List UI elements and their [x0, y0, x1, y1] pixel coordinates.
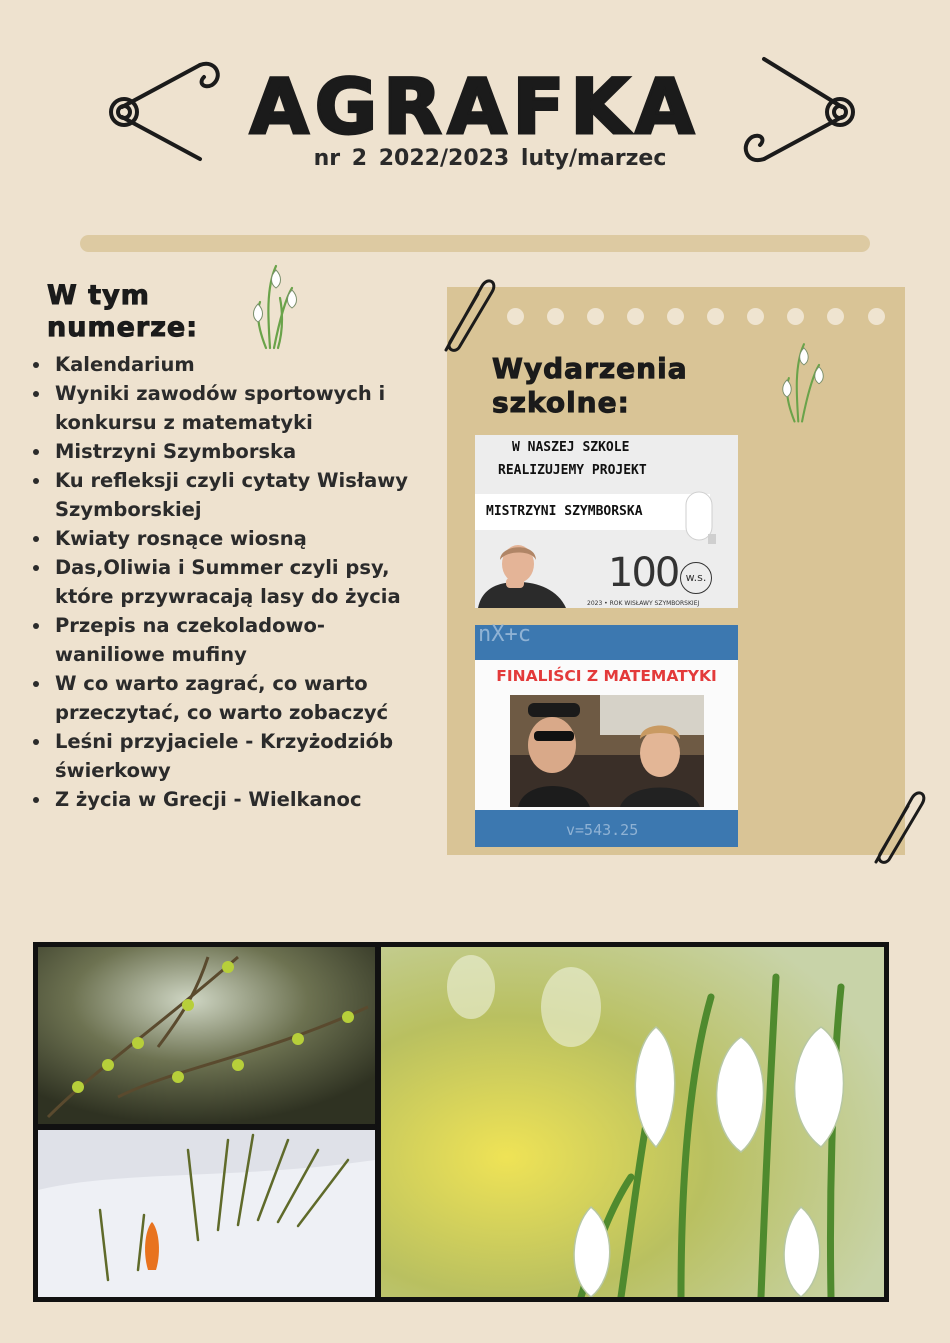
header-divider: [80, 235, 870, 252]
masthead-title: AGRAFKA: [249, 62, 701, 151]
list-item[interactable]: W co warto zagrać, co warto przeczytać, co warto zobaczyć: [30, 669, 430, 727]
paperclip-icon: [432, 272, 498, 358]
list-item[interactable]: Mistrzyni Szymborska: [30, 437, 430, 466]
list-item[interactable]: Kalendarium: [30, 350, 430, 379]
list-item[interactable]: Kwiaty rosnące wiosną: [30, 524, 430, 553]
punch-hole: [868, 308, 885, 325]
events-heading: Wydarzenia szkolne:: [492, 352, 688, 419]
punch-hole: [707, 308, 724, 325]
issue-info: nr 2 2022/2023 luty/marzec: [313, 146, 667, 171]
snowdrops-photo: [381, 947, 884, 1297]
punch-hole: [507, 308, 524, 325]
list-item[interactable]: Z życia w Grecji - Wielkanoc: [30, 785, 430, 814]
chalk-formula: v=543.25: [566, 821, 639, 839]
poster-banner-text: MISTRZYNI SZYMBORSKA: [486, 504, 643, 519]
list-item[interactable]: Ku refleksji czyli cytaty Wisławy Szymborskiej: [30, 466, 430, 524]
punch-hole: [787, 308, 804, 325]
paperclip-icon: [862, 784, 928, 870]
poster-line: W NASZEJ SZKOLE: [512, 440, 630, 455]
punch-hole: [827, 308, 844, 325]
punch-hole: [667, 308, 684, 325]
punch-hole: [747, 308, 764, 325]
chalk-formula: nX+c: [478, 622, 531, 647]
list-item[interactable]: Das,Oliwia i Summer czyli psy, które przywracają lasy do życia: [30, 553, 430, 611]
torn-paper-icon: [680, 488, 730, 548]
centenary-number: 100: [608, 550, 679, 596]
math-poster-title: FINALIŚCI Z MATEMATYKI: [496, 667, 717, 685]
contents-list: [30, 350, 430, 814]
list-item[interactable]: Przepis na czekoladowo-waniliowe mufiny: [30, 611, 430, 669]
poster-line: REALIZUJEMY PROJEKT: [498, 463, 647, 478]
poster-footer: 2023 • ROK WISŁAWY SZYMBORSKIEJ: [587, 600, 700, 607]
snowdrop-icon: [240, 258, 310, 350]
punch-hole: [627, 308, 644, 325]
list-item[interactable]: Wyniki zawodów sportowych i konkursu z matematyki: [30, 379, 430, 437]
punch-hole: [547, 308, 564, 325]
portrait-photo: [478, 538, 574, 608]
contents-heading: W tym numerze:: [47, 280, 199, 343]
ws-badge: w.s.: [680, 562, 712, 594]
snowdrop-icon: [770, 334, 836, 426]
crocus-in-snow-photo: [38, 1130, 375, 1297]
finalists-photo: [510, 695, 704, 807]
punch-hole: [587, 308, 604, 325]
list-item[interactable]: Leśni przyjaciele - Krzyżodziób świerkowy: [30, 727, 430, 785]
budding-branch-photo: [38, 947, 375, 1124]
